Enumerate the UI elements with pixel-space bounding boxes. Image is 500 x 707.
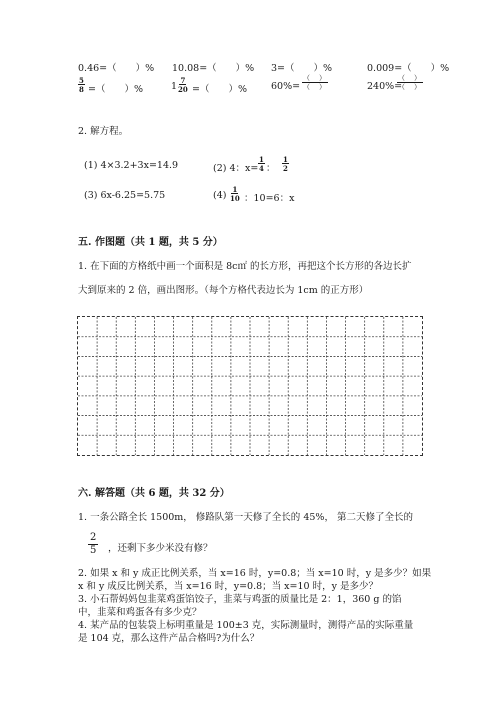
conversion-item: 10.08=（ ）% xyxy=(172,63,255,74)
question-3-line: 中，韭菜和鸡蛋各有多少克？ xyxy=(78,607,202,618)
conversion-item: 240%= xyxy=(367,81,403,92)
denominator: 20 xyxy=(178,84,188,94)
mixed-whole: 1 xyxy=(171,81,178,92)
question-4-line: 是 104 克，那么这件产品合格吗?为什么？ xyxy=(78,633,260,644)
equation-2-prefix: (2) 4：x= xyxy=(213,163,259,174)
denominator: 10 xyxy=(230,193,240,203)
section-5-question-line: 大到原来的 2 倍，画出图形。（每个方格代表边长为 1cm 的正方形） xyxy=(78,285,369,296)
equation-4-rest: ：10=6：x xyxy=(244,193,295,204)
numerator: （ ） xyxy=(398,74,422,82)
denominator: 4 xyxy=(259,163,264,173)
conversion-item: 0.46=（ ）% xyxy=(78,63,155,74)
conversion-item: 0.009=（ ）% xyxy=(367,63,450,74)
conversion-item: =（ ）% xyxy=(192,84,247,95)
fraction xyxy=(230,186,240,202)
fraction xyxy=(258,156,265,172)
question-1-line: ，还剩下多少米没有修？ xyxy=(108,543,213,554)
fraction xyxy=(178,77,188,93)
denominator: 2 xyxy=(283,163,288,173)
numerator: 7 xyxy=(180,76,186,85)
numerator: 1 xyxy=(259,155,264,164)
section-5-heading: 五. 作图题（共 1 题，共 5 分） xyxy=(78,237,223,248)
equation-4-prefix: (4) xyxy=(213,190,227,201)
conversion-item: =（ ）% xyxy=(88,84,143,95)
denominator: （ ） xyxy=(303,82,327,91)
blank-fraction xyxy=(397,75,423,91)
grid-lines xyxy=(78,317,422,455)
ratio-sign: ： xyxy=(266,163,276,174)
question-1-line: 1. 一条公路全长 1500m， 修路队第一天修了全长的 45%， 第二天修了全长的 xyxy=(78,512,413,523)
question-3-line: 3. 小石帮妈妈包韭菜鸡蛋馅饺子，韭菜与鸡蛋的质量比是 2：1，360 g 的馅 xyxy=(78,594,402,605)
numerator: 1 xyxy=(283,155,288,164)
equation-1: (1) 4×3.2+3x=14.9 xyxy=(84,160,179,171)
numerator: 1 xyxy=(232,185,238,194)
question-4-line: 4. 某产品的包装袋上标明重量是 100±3 克，实际测量时，测得产品的实际重量 xyxy=(78,620,414,631)
denominator: （ ） xyxy=(398,82,422,91)
numerator: 2 xyxy=(90,532,97,543)
equations-title: 2. 解方程。 xyxy=(78,126,129,137)
square-grid-paper xyxy=(77,316,423,456)
section-6-heading: 六. 解答题（共 6 题，共 32 分） xyxy=(78,488,230,499)
question-2-line: 2. 如果 x 和 y 成正比例关系，当 x=16 时，y=0.8；当 x=10 时，y 是多少？如果 xyxy=(78,568,432,579)
fraction xyxy=(88,533,98,556)
denominator: 8 xyxy=(79,84,84,94)
fraction xyxy=(282,156,289,172)
fraction xyxy=(78,77,85,93)
equation-3: (3) 6x-6.25=5.75 xyxy=(84,190,166,201)
section-5-question-line: 1. 在下面的方格纸中画一个面积是 8c㎡ 的长方形，再把这个长方形的各边长扩 xyxy=(78,261,412,272)
denominator: 5 xyxy=(90,544,97,556)
conversion-item: 60%= xyxy=(271,81,301,92)
numerator: 5 xyxy=(79,76,84,85)
blank-fraction xyxy=(302,75,328,91)
question-2-line: x 和 y 成反比例关系，当 x=16 时，y=0.8；当 x=10 时，y 是多少？ xyxy=(78,581,378,592)
conversion-item: 3=（ ）% xyxy=(271,63,333,74)
numerator: （ ） xyxy=(303,74,327,82)
